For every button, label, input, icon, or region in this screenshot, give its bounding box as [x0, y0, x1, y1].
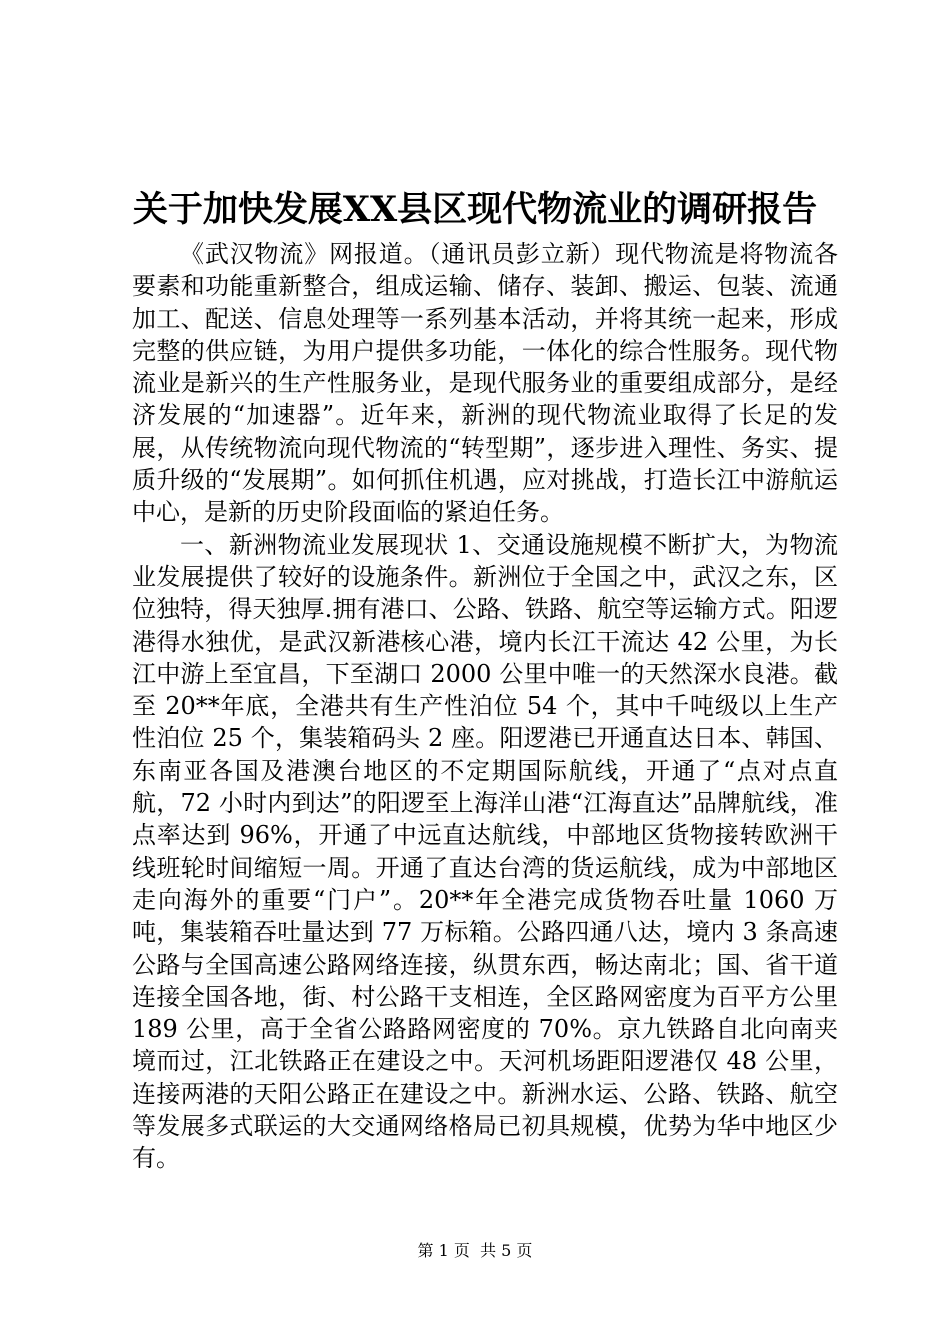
page-total: 共 5 页: [480, 1241, 533, 1260]
document-body: [132, 238, 838, 1175]
paragraph-section-1: 一、新洲物流业发展现状 1、交通设施规模不断扩大，为物流业发展提供了较好的设施条件。新洲位于全国之中，武汉之东，区位独特，得天独厚.拥有港口、公路、铁路、航空等运输方式。阳逻港得水独优，是武汉新港核心港，境内长江干流达 42 公里，为长江中游上至宜昌，下至湖口 2000 公里中唯一的天然深水良港。截至 20**年底，全港共有生产性泊位 54 个，其中千吨级以上生产性泊位 25 个，集装箱码头 2 座。阳逻港已开通直达日本、韩国、东南亚各国及港澳台地区的不定期国际航线，开通了“点对点直航，72 小时内到达”的阳逻至上海洋山港“江海直达”品牌航线，准点率达到 96%，开通了中远直达航线，中部地区货物接转欧洲干线班轮时间缩短一周。开通了直达台湾的货运航线，成为中部地区走向海外的重要“门户”。20**年全港完成货物吞吐量 1060 万吨，集装箱吞吐量达到 77 万标箱。公路四通八达，境内 3 条高速公路与全国高速公路网络连接，纵贯东西，畅达南北；国、省干道连接全国各地，街、村公路干支相连，全区路网密度为百平方公里 189 公里，高于全省公路路网密度的 70%。京九铁路自北向南夹境而过，江北铁路正在建设之中。天河机场距阳逻港仅 48 公里，连接两港的天阳公路正在建设之中。新洲水运、公路、铁路、航空等发展多式联运的大交通网络格局已初具规模，优势为华中地区少有。: [132, 530, 838, 1173]
paragraph-intro: 《武汉物流》网报道。（通讯员彭立新）现代物流是将物流各要素和功能重新整合，组成运输、储存、装卸、搬运、包装、流通加工、配送、信息处理等一系列基本活动，并将其统一起来，形成完整的供应链，为用户提供多功能，一体化的综合性服务。现代物流业是新兴的生产性服务业，是现代服务业的重要组成部分，是经济发展的“加速器”。近年来，新洲的现代物流业取得了长足的发展，从传统物流向现代物流的“转型期”，逐步进入理性、务实、提质升级的“发展期”。如何抓住机遇，应对挑战，打造长江中游航运中心，是新的历史阶段面临的紧迫任务。: [132, 240, 838, 527]
document-title: 关于加快发展XX县区现代物流业的调研报告: [132, 189, 818, 230]
page-number: 第 1 页: [417, 1241, 470, 1260]
page-footer: [0, 1240, 950, 1262]
